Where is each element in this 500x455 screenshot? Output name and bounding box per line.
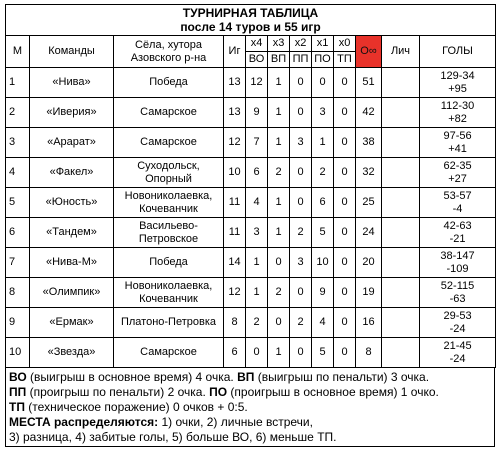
cell-pp: 0 [290,278,312,308]
cell-vo: 1 [246,248,268,278]
header-x2: х2 [290,36,312,52]
cell-vp: 2 [268,278,290,308]
cell-po: 6 [312,188,334,218]
cell-village: Победа [114,248,224,278]
cell-points: 42 [356,98,382,128]
cell-place: 6 [6,218,30,248]
title-line-1: ТУРНИРНАЯ ТАБЛИЦА [182,6,319,20]
header-team: Команды [30,36,114,68]
goals-scored-conceded: 52-115 [440,279,475,292]
cell-team: «Звезда» [30,338,114,368]
cell-po: 2 [312,158,334,188]
points-symbol: О∞ [360,45,377,57]
table-row [6,248,496,278]
cell-po: 5 [312,218,334,248]
cell-games: 12 [224,278,246,308]
cell-goals [420,308,496,338]
cell-place: 3 [6,128,30,158]
cell-tp: 0 [334,248,356,278]
goals-scored-conceded: 62-35 [443,159,472,172]
cell-vo: 3 [246,218,268,248]
cell-goals [420,98,496,128]
cell-games: 11 [224,218,246,248]
cell-goals [420,248,496,278]
goals-scored-conceded: 53-57 [443,189,472,202]
cell-place: 9 [6,308,30,338]
table-row [6,278,496,308]
cell-place: 4 [6,158,30,188]
goals-difference: -4 [452,202,463,215]
cell-vo: 4 [246,188,268,218]
cell-points: 16 [356,308,382,338]
cell-personal [382,278,420,308]
header-goals: ГОЛЫ [420,36,496,68]
cell-games: 8 [224,308,246,338]
cell-village: Самарское [114,128,224,158]
goals-difference: +82 [448,112,467,125]
cell-vp: 1 [268,128,290,158]
header-x1: х1 [312,36,334,52]
cell-personal [382,338,420,368]
cell-points: 19 [356,278,382,308]
cell-place: 10 [6,338,30,368]
cell-tp: 0 [334,278,356,308]
cell-team: «Юность» [30,188,114,218]
table-row [6,338,496,368]
legend-line-3: ТП (техническое поражение) 0 очков + 0:5. [9,400,248,414]
cell-points: 25 [356,188,382,218]
cell-personal [382,218,420,248]
cell-personal [382,308,420,338]
cell-games: 14 [224,248,246,278]
cell-village: Новониколаевка, Кочеванчик [114,278,224,308]
cell-place: 8 [6,278,30,308]
cell-pp: 2 [290,308,312,338]
cell-vo: 2 [246,308,268,338]
title-line-2: после 14 туров и 55 игр [180,20,321,34]
cell-pp: 3 [290,248,312,278]
cell-po: 5 [312,338,334,368]
cell-place: 5 [6,188,30,218]
cell-goals [420,158,496,188]
table-row [6,308,496,338]
cell-tp: 0 [334,188,356,218]
cell-tp: 0 [334,218,356,248]
cell-personal [382,68,420,98]
cell-goals [420,188,496,218]
table-row [6,158,496,188]
table-row [6,98,496,128]
cell-vo: 12 [246,68,268,98]
cell-goals [420,128,496,158]
cell-games: 13 [224,98,246,128]
cell-pp: 3 [290,128,312,158]
legend-line-1: ВО (выигрыш в основное время) 4 очка. ВП (выигрыш по пенальти) 3 очка. [9,370,430,384]
cell-vp: 1 [268,338,290,368]
cell-vp: 0 [268,248,290,278]
cell-tp: 0 [334,68,356,98]
cell-po: 1 [312,128,334,158]
cell-goals [420,338,496,368]
legend-line-2: ПП (проигрыш по пенальти) 2 очка. ПО (проигрыш в основное время) 1 очко. [9,385,439,399]
cell-village: Васильево-Петровское [114,218,224,248]
cell-vp: 1 [268,188,290,218]
cell-village: Платоно-Петровка [114,308,224,338]
goals-difference: -109 [446,262,469,275]
goals-scored-conceded: 29-53 [443,309,472,322]
cell-pp: 2 [290,218,312,248]
cell-team: «Арарат» [30,128,114,158]
goals-scored-conceded: 42-63 [443,219,472,232]
goals-difference: +95 [448,82,467,95]
cell-po: 0 [312,68,334,98]
legend [5,368,495,447]
cell-points: 20 [356,248,382,278]
cell-team: «Нива-М» [30,248,114,278]
cell-pp: 0 [290,338,312,368]
cell-place: 7 [6,248,30,278]
cell-personal [382,248,420,278]
cell-vo: 9 [246,98,268,128]
cell-village: Новониколаевка, Кочеванчик [114,188,224,218]
cell-games: 12 [224,128,246,158]
goals-scored-conceded: 112-30 [440,99,475,112]
cell-personal [382,128,420,158]
cell-points: 38 [356,128,382,158]
table-row [6,128,496,158]
cell-team: «Тандем» [30,218,114,248]
legend-line-5: 3) разница, 4) забитые голы, 5) больше ВО, 6) меньше ТП. [9,430,337,444]
cell-vo: 0 [246,338,268,368]
header-po: ПО [312,52,334,68]
cell-personal [382,158,420,188]
goals-difference: +41 [448,142,467,155]
cell-games: 13 [224,68,246,98]
cell-pp: 0 [290,68,312,98]
cell-team: «Факел» [30,158,114,188]
goals-difference: -63 [449,292,466,305]
legend-line-4: МЕСТА распределяются: 1) очки, 2) личные встречи, [9,415,313,429]
cell-team: «Иверия» [30,98,114,128]
cell-games: 6 [224,338,246,368]
cell-points: 24 [356,218,382,248]
goals-difference: +27 [448,172,467,185]
cell-po: 9 [312,278,334,308]
header-personal: Лич [382,36,420,68]
goals-difference: -24 [449,352,466,365]
goals-difference: -24 [449,322,466,335]
cell-vo: 6 [246,158,268,188]
cell-tp: 0 [334,98,356,128]
header-pp: ПП [290,52,312,68]
cell-vp: 0 [268,308,290,338]
cell-po: 10 [312,248,334,278]
cell-tp: 0 [334,128,356,158]
cell-personal [382,188,420,218]
cell-team: «Ермак» [30,308,114,338]
cell-vp: 1 [268,218,290,248]
cell-vo: 1 [246,278,268,308]
cell-place: 1 [6,68,30,98]
header-x3: х3 [268,36,290,52]
header-games: Иг [224,36,246,68]
cell-village: Победа [114,68,224,98]
cell-place: 2 [6,98,30,128]
table-title [6,5,496,36]
goals-scored-conceded: 38-147 [440,249,475,262]
table-row [6,68,496,98]
cell-tp: 0 [334,158,356,188]
standings-document [5,4,495,447]
header-tp: ТП [334,52,356,68]
cell-goals [420,68,496,98]
header-points [356,36,382,68]
cell-games: 10 [224,158,246,188]
header-x0: х0 [334,36,356,52]
goals-scored-conceded: 129-34 [440,69,475,82]
cell-points: 32 [356,158,382,188]
cell-games: 11 [224,188,246,218]
cell-points: 8 [356,338,382,368]
cell-pp: 0 [290,188,312,218]
goals-difference: -21 [449,232,466,245]
cell-pp: 0 [290,158,312,188]
cell-tp: 0 [334,338,356,368]
header-vo: ВО [246,52,268,68]
goals-scored-conceded: 21-45 [443,339,472,352]
cell-team: «Олимпик» [30,278,114,308]
cell-village: Самарское [114,98,224,128]
cell-pp: 0 [290,98,312,128]
cell-village: Самарское [114,338,224,368]
cell-village: Суходольск, Опорный [114,158,224,188]
cell-personal [382,98,420,128]
cell-vp: 1 [268,68,290,98]
table-row [6,218,496,248]
table-row [6,188,496,218]
header-place: М [6,36,30,68]
header-x4: х4 [246,36,268,52]
cell-goals [420,278,496,308]
cell-vo: 7 [246,128,268,158]
standings-table [5,4,496,368]
standings-rows [6,68,496,368]
header-village: Сёла, хутора Азовского р-на [114,36,224,68]
goals-scored-conceded: 97-56 [443,129,472,142]
cell-po: 4 [312,308,334,338]
cell-po: 3 [312,98,334,128]
cell-tp: 0 [334,308,356,338]
cell-team: «Нива» [30,68,114,98]
header-vp: ВП [268,52,290,68]
cell-vp: 2 [268,158,290,188]
cell-vp: 1 [268,98,290,128]
cell-points: 51 [356,68,382,98]
cell-goals [420,218,496,248]
